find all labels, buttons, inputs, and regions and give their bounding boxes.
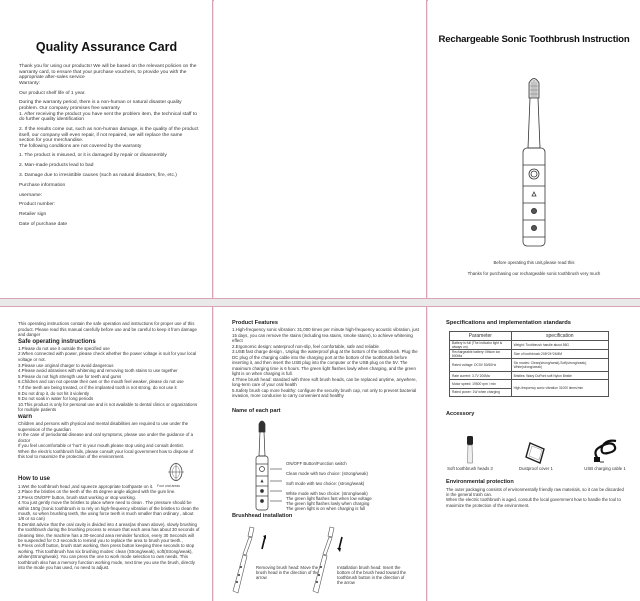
feature-item: 5.Safety brush cap more healthy: configure the security brush cap, not only to prevent bacterial invasion, more conducive to carry convenient and healthy <box>232 387 417 398</box>
feature-item: 2.Ergonomic design: waterproof non-slip, feel comfortable, safe and reliable <box>232 343 379 349</box>
condition-3: 3. Damage due to irresistible causes (such as natural disasters, fire, etc.) <box>19 173 177 179</box>
row-divider <box>0 298 640 299</box>
thanks-text: Thanks for purchasing our rechargeable sonic toothbrush very much <box>467 271 601 276</box>
accessory-heading: Accessory <box>446 411 475 417</box>
warn-item: When the electric toothbrush fails, please consult your local government how to dispose of this tool to maximize the protection of the environment. <box>18 448 194 460</box>
warranty-label: Warranty: <box>19 80 41 86</box>
table-row <box>450 359 609 372</box>
param-cell: Rate current: 3.7V 200Ma <box>450 372 512 380</box>
manual-title: Rechargeable Sonic Toothbrush Instruction <box>438 34 630 45</box>
accessory-label: Soft toothbrush heads 3 <box>447 466 493 471</box>
environment-heading: Environmental protection <box>446 479 514 485</box>
how-to-use-heading: How to use <box>18 476 51 482</box>
read-before-text: Before operating this unit,please read this <box>493 260 575 265</box>
safety-item: 5.Please do not high strength use for teeth and gums <box>18 373 122 379</box>
part-label-clean: Clean mode with two choice: (strong/weak) <box>286 471 368 476</box>
parts-heading: Name of each part <box>232 408 281 414</box>
col-specification: specification <box>511 332 608 341</box>
product-number-field: Product number: <box>19 202 56 208</box>
table-row <box>450 350 609 359</box>
col-parameter: Parameter <box>450 332 512 341</box>
oral-areas-label: Four oral areas <box>157 484 180 488</box>
toothbrush-illustration <box>504 70 564 250</box>
how-to-step: 4.You just gently move the bristles to place where need to clean . The pressure should be within 150g (Sonic toothbrush is to rely on high-frequency vibration of the bristles to clean the mouth, so when brushing teeth, the using force teeth is much smaller than ordinary , about 1/8 or so can) <box>18 500 199 522</box>
spec-cell: High-frequency sonic vibration 31000 times/min <box>511 380 608 397</box>
shelf-life-text: Our product shelf life of 1 year. <box>19 90 86 96</box>
param-cell: Motor speed: 19500 rpm / min <box>450 380 512 388</box>
features-heading: Product Features <box>232 320 279 326</box>
light-note: The green light is on when charging is full <box>286 506 366 511</box>
how-to-step: 1.Wet the toothbrush head ,and squeeze appropriate toothpaste on it. <box>18 484 154 489</box>
warn-item: If you feel uncomfortable or 'hurt' in your mouth,please stop using and consult dentist. <box>18 443 184 449</box>
accessory-usb-cable <box>574 437 636 471</box>
spec-cell: Weight: Toothbrush handle about 56G <box>511 341 608 350</box>
table-row <box>450 341 609 350</box>
accessory-label: USB charging cable 1 <box>584 466 626 471</box>
purchase-date-field: Date of purchase date <box>19 221 68 227</box>
warranty-item-1: 1. After receiving the product you have sent the problem item, the technical staff to do further quality identification <box>19 111 197 123</box>
warranty-item-2: 2. If the results come out, such as non-human damage, is the quality of the product itself, our company will even repair, if not repaired, we will replace the same section for your merchandise. <box>19 126 199 144</box>
environment-text-1: The outer packaging consists of environmentally friendly raw materials, so it can be discarded in the general trash can. <box>446 487 624 498</box>
specifications-page <box>428 307 640 601</box>
spec-cell: Bristles: Wavy DuPont soft Nylon Bristle <box>511 372 608 380</box>
condition-1: 1. The product is misused, or it is damaged by repair or disassembly <box>19 153 167 159</box>
brushhead-heading: Brushhead installation <box>232 513 293 519</box>
part-label-white: White mode with two choice: (strong/weak) <box>286 491 368 496</box>
table-header-row <box>450 332 609 341</box>
usb-cable-icon <box>590 437 620 465</box>
light-note: The green light flashes lowly when charging <box>286 501 370 506</box>
intro-text: Thank you for using our products! We will be based on the relevant policies on the warranty card, to ensure that your purchase vouchers, to provide you with the appropriate after-sales service <box>19 64 197 81</box>
safety-item: 4.Please avoid abrasives with whitening and removing tooth stains to use together <box>18 368 178 374</box>
param-cell: Rechargeable battery: lithium ion 800Ma <box>450 350 512 359</box>
how-to-step: 2.Place the bristles on the teeth of the 45 degree angle aligned with the gum line. <box>18 489 176 495</box>
safety-item: 6.Children and can not operate their own or the mouth feel weaker, please do not use <box>18 379 184 385</box>
param-cell: Rated voltage: DC5V 50/60Hz <box>450 359 512 372</box>
features-section <box>232 320 420 399</box>
warn-item: In the case of periodontal disease and oral symptoms, please use under the guidance of a doctor <box>18 432 194 443</box>
feature-item: 3.USB fast charge design , Unplug the waterproof plug at the bottom of the toothbrush. Plug the DC plug of the charging cable into the charging port at the bottom of the toothbrush before inserting it, and then insert the USB plug into the computer or the USB plug on the 5V. The maximum charging time is 6 hours. The green light flashes lowly when charging, and the green light is on when charging is full. <box>232 349 418 376</box>
part-label-soft: Soft mode with two choice: (strong/weak) <box>286 481 365 486</box>
feature-item: 4.Three brush head: standard with three soft brush heads, can be replaced anytime, anywhere, long-term care of your oral health <box>232 376 417 387</box>
removing-brushhead-text: Removing brush head: Move the brush head in the direction of the arrow <box>256 565 319 580</box>
purchase-info-label: Purchase information <box>19 182 66 188</box>
warn-item: Children and persons with physical and mental disabilities are required to use under the supervision of the guardian <box>18 420 189 432</box>
brush-head-icon <box>464 435 476 465</box>
username-field: username: <box>19 192 43 198</box>
safety-heading: Safe operating instructions <box>18 338 96 345</box>
accessory-label: Dustproof cover 1 <box>519 466 553 471</box>
retailer-sign-field: Retailer sign <box>19 212 47 218</box>
dustproof-cover-icon <box>524 439 548 465</box>
safety-intro: This operating instructions contain the safe operation and instructions for proper use of this product. Please read this manual carefully before use and be careful to keep it from damage and danger <box>18 321 197 338</box>
remove-brushhead-diagram <box>232 525 272 595</box>
safety-instructions-page <box>0 307 213 601</box>
quality-card-body <box>19 64 199 232</box>
safety-item: 7.If the teeth are being treated, or if the implanted tooth is not strong, do not use it <box>18 384 177 390</box>
how-to-step: 6.Press on/off button, brush start working, then press button keeping three seconds to stop working. This toothbrush has six brushing modes: clean (Strong/weak), soft(Strong/weak), whiten(Strong/weak). You can press the one to work mode selection to own needs. This toothbrush also has a memory function working mode, next time you use the brush, directly into the mode you has used, no need to adjust. <box>18 543 195 571</box>
specs-heading: Specifications and implementation standards <box>446 320 571 326</box>
safety-item: 8.Do not drop it, do not hit it violently <box>18 390 90 396</box>
safety-item: 10.This product is only for personal use and is not available to dental clinics or organizations for multiple patients <box>18 401 198 413</box>
feature-item: 1.High-frequency sonic vibration: 31,000 times per minute high-frequency acoustic vibration, just 15 days, you can remove the stains (including tea stains, smoke stains), to achieve whitening effect <box>232 327 419 343</box>
cover-page <box>428 0 640 298</box>
environment-text <box>446 487 624 508</box>
spec-cell: Size of toothbrush:208*24*24MM <box>511 350 608 359</box>
accessory-brush-heads <box>442 435 498 471</box>
condition-2: 2. Man-made products lead to bad <box>19 163 94 169</box>
safety-section <box>18 321 198 460</box>
param-cell: Battery is full (The indicator light is always on) <box>450 341 512 350</box>
light-note: The green light flashes fast when low voltage <box>286 496 372 501</box>
environment-text-2: When the electric toothbrush is aged, consult the local government how to handle the tool to maximize the protection of the environment. <box>446 497 621 508</box>
safety-item: 3.Please use original charger to avoid dangerous <box>18 362 114 368</box>
product-features-page <box>214 307 427 601</box>
warranty-period-text: During the warranty period, there is a non-human or natural disaster quality problem. Our company promises free warranty <box>19 100 182 111</box>
blank-page <box>214 0 427 298</box>
installing-brushhead-text: Installation brush head: Insert the bottom of the brush head toward the toothbrush button in the direction of the arrow <box>337 565 407 585</box>
safety-item: 1.Please do not use it outside the specified use <box>18 345 110 351</box>
warn-heading: warn <box>18 413 33 420</box>
quality-assurance-page <box>0 0 213 298</box>
accessory-dustproof-cover <box>508 439 564 471</box>
table-row <box>450 372 609 380</box>
specs-table <box>449 331 609 397</box>
param-cell: Rated power: 1W when charging <box>450 388 512 396</box>
spec-cell: Six modes: Clean(strong/weak),Soft(strong/weak), White(strong/weak) <box>511 359 608 372</box>
table-row <box>450 380 609 388</box>
how-to-step: 3.Press ON/OFF button, brush start working or stop working. <box>18 494 136 500</box>
not-covered-text: The following conditions are not covered by the warranty <box>19 143 142 149</box>
how-to-step: 5.Dentist advice that the oral cavity is divided into 4 areas(as shown above), slowly brushing the toothbrush during the brushing process to ensure that each area has about 30 seconds of cleaning time, the machine has a 30-second area reminder function, every 30 Seconds will be suspended for 0.3 seconds to remind you to replace the area to brush your teeth., <box>18 521 200 544</box>
how-to-use-section <box>18 476 200 571</box>
safety-item: 9.Do not soak in water for long periods <box>18 396 94 402</box>
part-label-onoff: ON/OFF Button/Function switch <box>286 461 347 466</box>
safety-item: 2.When connected with power, please check whether the power voltage is suit for your local voltage or not. <box>18 351 197 362</box>
quality-card-title: Quality Assurance Card <box>35 40 178 54</box>
